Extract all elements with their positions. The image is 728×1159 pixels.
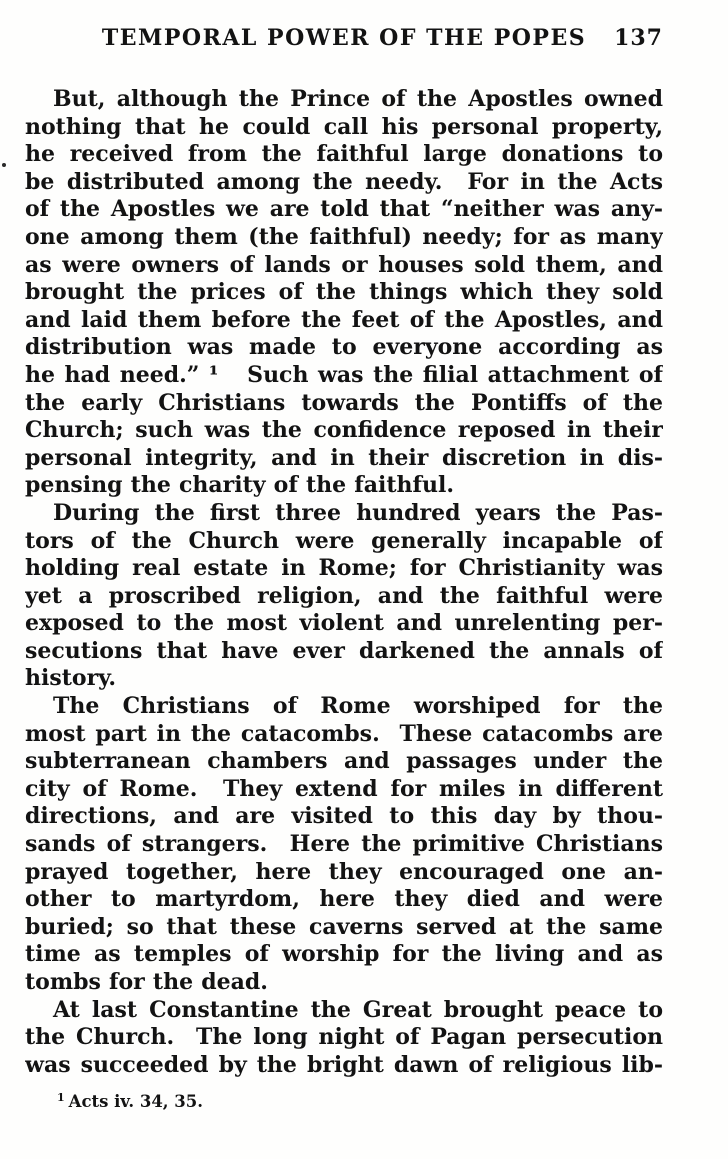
text-line: Church; such was the confidence reposed in their xyxy=(25,417,663,444)
running-head xyxy=(25,24,663,52)
text-line: most part in the catacombs. These catacombs are xyxy=(25,720,663,747)
text-line: yet a proscribed religion, and the faithful were xyxy=(25,582,663,609)
text-line: buried; so that these caverns served at the same xyxy=(25,913,663,940)
text-line: sands of strangers. Here the primitive Christians xyxy=(25,831,663,858)
paragraph xyxy=(25,693,663,997)
text-line: was succeeded by the bright dawn of religious lib- xyxy=(25,1051,663,1078)
scan-speck xyxy=(2,163,6,167)
text-line: and laid them before the feet of the Apostles, and xyxy=(25,306,663,333)
text-line: prayed together, here they encouraged one an- xyxy=(25,858,663,885)
text-line: the Church. The long night of Pagan persecution xyxy=(25,1024,663,1051)
text-line: history. xyxy=(25,665,117,692)
text-line: brought the prices of the things which they sold xyxy=(25,279,663,306)
text-line: During the first three hundred years the Pas- xyxy=(53,499,663,526)
text-line: other to martyrdom, here they died and were xyxy=(25,886,663,913)
text-line: tombs for the dead. xyxy=(25,969,268,995)
text-line: he had need.” ¹ Such was the filial attachment of xyxy=(25,361,663,388)
footnote xyxy=(25,1087,663,1113)
paragraph xyxy=(25,86,663,500)
text-line: personal integrity, and in their discretion in dis- xyxy=(25,444,663,471)
text-line: one among them (the faithful) needy; for as many xyxy=(25,223,663,250)
paragraph xyxy=(25,997,663,1080)
footnote-marker: 1 xyxy=(57,1091,65,1105)
text-line: distribution was made to everyone according as xyxy=(25,334,663,361)
text-line: At last Constantine the Great brought peace to xyxy=(53,996,663,1023)
text-line: But, although the Prince of the Apostles owned xyxy=(53,86,663,112)
text-line: nothing that he could call his personal property, xyxy=(25,113,663,140)
text-line: The Christians of Rome worshiped for the xyxy=(53,693,663,720)
text-line: city of Rome. They extend for miles in different xyxy=(25,775,663,802)
page-number: 137 xyxy=(614,25,663,51)
text-line: as were owners of lands or houses sold them, and xyxy=(25,251,663,278)
text-line: of the Apostles we are told that “neither was any- xyxy=(25,196,663,223)
text-line: be distributed among the needy. For in the Acts xyxy=(25,168,663,195)
text-line: tors of the Church were generally incapable of xyxy=(25,527,663,554)
text-line: pensing the charity of the faithful. xyxy=(25,472,454,499)
text-line: subterranean chambers and passages under the xyxy=(25,748,663,775)
text-line: he received from the faithful large donations to xyxy=(25,141,663,168)
text-line: exposed to the most violent and unrelenting per- xyxy=(25,610,663,637)
paragraph xyxy=(25,500,663,693)
text-line: the early Christians towards the Pontiffs of the xyxy=(25,389,663,416)
text-line: holding real estate in Rome; for Christianity was xyxy=(25,555,663,582)
text-line: secutions that have ever darkened the annals of xyxy=(25,637,663,664)
text-block xyxy=(25,86,663,1079)
footnote-text: Acts iv. 34, 35. xyxy=(68,1092,204,1112)
text-line: time as temples of worship for the living and as xyxy=(25,941,663,968)
running-title: TEMPORAL POWER OF THE POPES xyxy=(101,25,587,51)
text-line: directions, and are visited to this day by thou- xyxy=(25,803,663,830)
